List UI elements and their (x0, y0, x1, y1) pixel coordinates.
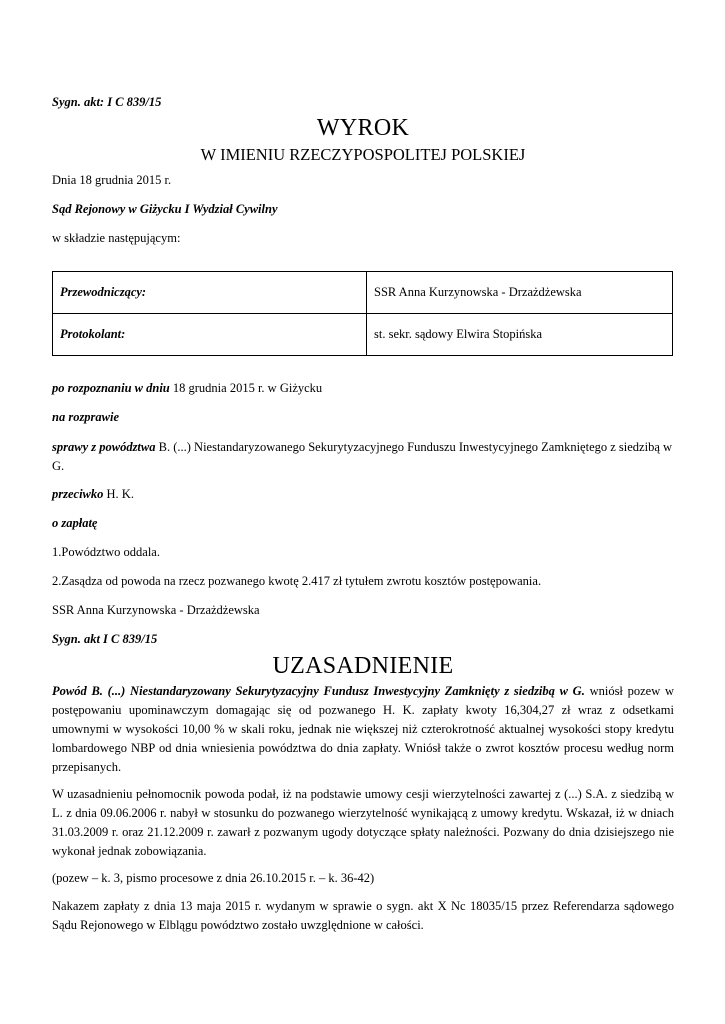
composition-intro: w składzie następującym: (52, 231, 181, 245)
case-number: Sygn. akt: I C 839/15 (52, 95, 162, 109)
panel-person: SSR Anna Kurzynowska - Drzażdżewska (367, 272, 673, 314)
subject-line: o zapłatę (52, 516, 98, 530)
ruling-point-1: 1.Powództwo oddala. (52, 545, 160, 559)
examined-label: po rozpoznaniu w dniu (52, 381, 170, 395)
examined-line (52, 379, 674, 398)
court-name: Sąd Rejonowy w Giżycku I Wydział Cywilny (52, 202, 278, 216)
plaintiff-name: Powód B. (...) Niestandaryzowany Sekurytyzacyjny Fundusz Inwestycyjny Zamknięty z siedzibą w G. (52, 684, 585, 698)
ruling-point-2: 2.Zasądza od powoda na rzecz pozwanego kwotę 2.417 zł tytułem zwrotu kosztów postępowania. (52, 574, 542, 588)
against-text: H. K. (103, 487, 134, 501)
justification-case-number: Sygn. akt I C 839/15 (52, 632, 158, 646)
evidence-reference: (pozew – k. 3, pismo procesowe z dnia 26.10.2015 r. – k. 36-42) (52, 871, 375, 885)
panel-role: Przewodniczący: (53, 272, 367, 314)
panel-row-chair (53, 272, 673, 314)
justification-paragraph-2: W uzasadnieniu pełnomocnik powoda podał, iż na podstawie umowy cesji wierzytelności zawartej z (...) S.A. z siedzibą w L. z dnia 09.06.2006 r. nabył w stosunku do pozwanego wierzytelność wynikającą z umowy kredytu. Wskazał, iż w dniach 31.03.2009 r. oraz 21.12.2009 r. zawarł z pozwanym ugody dotyczące spłaty należności. Pozwany do dnia dzisiejszego nie wykonał jednak zobowiązania. (52, 787, 674, 858)
case-line (52, 438, 674, 476)
justification-title: UZASADNIENIE (272, 653, 454, 679)
panel-table (52, 271, 673, 356)
justification-paragraph-4: Nakazem zapłaty z dnia 13 maja 2015 r. wydanym w sprawie o sygn. akt X Nc 18035/15 przez Referendarza sądowego Sądu Rejonowego w Elblągu powództwo zostało uwzględnione w całości. (52, 899, 674, 932)
judgment-subtitle: W IMIENIU RZECZYPOSPOLITEJ POLSKIEJ (200, 145, 526, 164)
panel-person: st. sekr. sądowy Elwira Stopińska (367, 314, 673, 356)
panel-role: Protokolant: (53, 314, 367, 356)
case-text: B. (...) Niestandaryzowanego Sekurytyzacyjnego Funduszu Inwestycyjnego Zamkniętego z siedzibą w G. (52, 440, 673, 473)
paragraph-text: wniósł pozew w postępowaniu upominawczym domagając się od pozwanego H. K. zapłaty kwoty 16,304,27 zł wraz z odsetkami umownymi w wysokości 10,00 % w skali roku, jednak nie większej niż czterokrotność aktualnej wysokości stopy kredytu lombardowego NBP od dnia wniesienia powództwa do dnia zapłaty. Wniósł także o zwrot kosztów procesu według norm przepisanych. (52, 684, 674, 774)
against-label: przeciwko (52, 487, 104, 501)
against-line (52, 485, 674, 504)
panel-row-clerk (53, 314, 673, 356)
judge-signature: SSR Anna Kurzynowska - Drzażdżewska (52, 603, 260, 617)
examined-text: 18 grudnia 2015 r. w Giżycku (169, 381, 323, 395)
justification-paragraph-1 (52, 682, 674, 777)
judgment-title: WYROK (316, 115, 410, 141)
case-label: sprawy z powództwa (52, 440, 156, 454)
judgment-date: Dnia 18 grudnia 2015 r. (52, 173, 172, 187)
hearing-line: na rozprawie (52, 410, 120, 424)
